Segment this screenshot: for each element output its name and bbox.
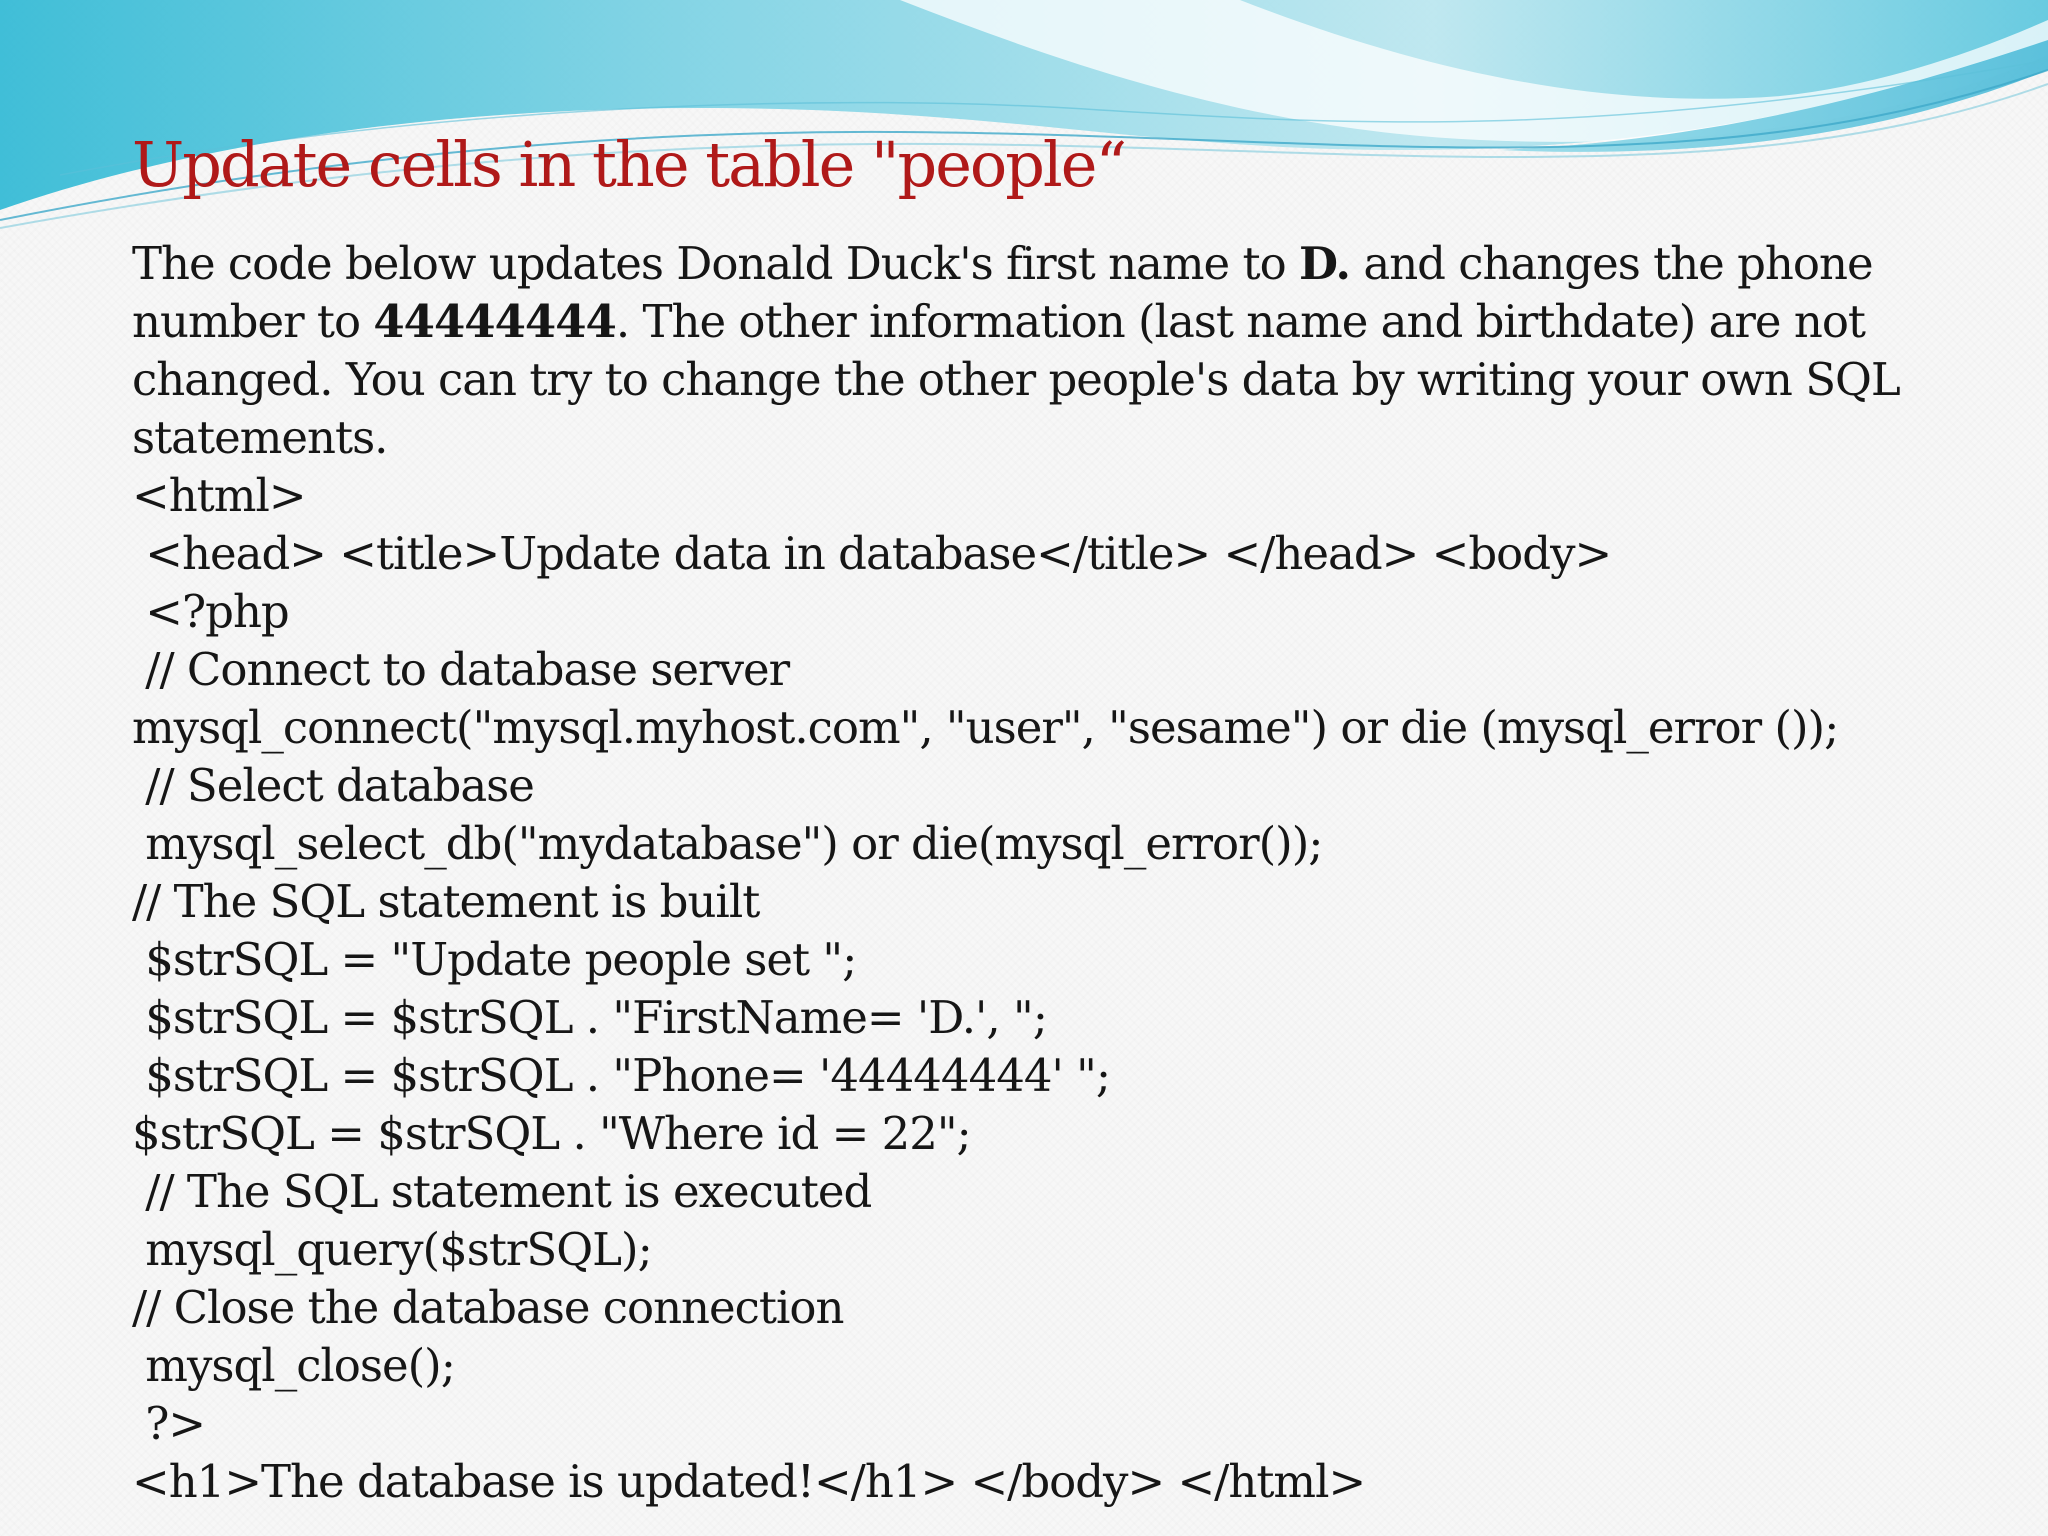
code-line: $strSQL = $strSQL . "Phone= '44444444' "; <box>132 1049 1110 1102</box>
code-line: mysql_query($strSQL); <box>132 1223 652 1276</box>
code-line: $strSQL = $strSQL . "Where id = 22"; <box>132 1107 971 1160</box>
slide-body <box>132 235 1992 1511</box>
code-line: // The SQL statement is executed <box>132 1165 872 1218</box>
intro-text-2: and changes the phone number to <box>132 237 1873 348</box>
code-line: $strSQL = "Update people set "; <box>132 933 857 986</box>
code-line: <html> <box>132 469 306 522</box>
code-line: mysql_connect("mysql.myhost.com", "user", "sesame") or die (mysql_error ()); <box>132 701 1839 754</box>
slide-title: Update cells in the table "people“ <box>132 128 1126 201</box>
code-line: mysql_close(); <box>132 1339 455 1392</box>
code-line: // Connect to database server <box>132 643 790 696</box>
code-line: <head> <title>Update data in database</title> </head> <body> <box>132 527 1612 580</box>
code-line: // Select database <box>132 759 534 812</box>
intro-bold-phone: 44444444 <box>373 295 616 348</box>
code-line: ?> <box>132 1397 206 1450</box>
code-line: $strSQL = $strSQL . "FirstName= 'D.', "; <box>132 991 1047 1044</box>
code-line: // The SQL statement is built <box>132 875 760 928</box>
code-line: // Close the database connection <box>132 1281 844 1334</box>
code-line: <h1>The database is updated!</h1> </body> </html> <box>132 1455 1366 1508</box>
code-block <box>132 467 1992 1511</box>
intro-bold-first-name: D. <box>1298 237 1351 290</box>
intro-text-3: . The other information (last name and birthdate) are not changed. You can try to change the other people's data by writing your own SQL statements. <box>132 295 1900 464</box>
code-line: mysql_select_db("mydatabase") or die(mysql_error()); <box>132 817 1323 870</box>
code-line: <?php <box>132 585 289 638</box>
intro-paragraph <box>132 235 1932 467</box>
intro-text-1: The code below updates Donald Duck's first name to <box>132 237 1299 290</box>
